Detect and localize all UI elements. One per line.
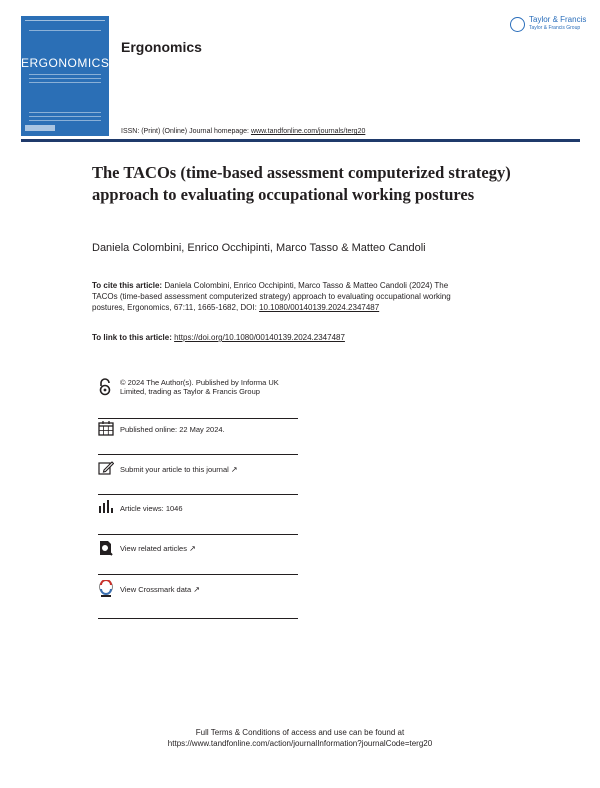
bar-chart-icon	[98, 500, 120, 514]
related-search-icon	[98, 540, 120, 556]
publisher-logo-text: Taylor & Francis	[529, 15, 587, 24]
related-articles-link[interactable]	[98, 540, 298, 575]
open-access-icon	[98, 378, 120, 396]
article-views-text: Article views: 1046	[120, 504, 183, 513]
article-link-block	[92, 333, 345, 342]
submit-article-link[interactable]	[98, 460, 298, 495]
submit-article-label[interactable]: Submit your article to this journal	[120, 465, 229, 474]
license-info	[98, 378, 298, 419]
external-link-icon: ↗	[193, 585, 200, 594]
crossmark-link[interactable]	[98, 580, 298, 619]
published-date-text: Published online: 22 May 2024.	[120, 425, 225, 434]
header-divider	[21, 139, 580, 142]
citation-block	[92, 280, 472, 313]
article-link-label: To link to this article:	[92, 333, 175, 342]
journal-cover-image	[21, 16, 109, 136]
article-title: The TACOs (time-based assessment computerized strategy) approach to evaluating occupational working postures	[92, 163, 511, 204]
calendar-icon	[98, 420, 120, 436]
publisher-logo-subtext: Taylor & Francis Group	[529, 25, 581, 31]
cover-title: ERGONOMICS	[21, 56, 109, 70]
issn-text: ISSN: (Print) (Online) Journal homepage:	[121, 128, 251, 135]
related-articles-label[interactable]: View related articles	[120, 544, 187, 553]
license-text: © 2024 The Author(s). Published by Informa UK Limited, trading as Taylor & Francis Group	[120, 378, 279, 396]
publisher-logo	[510, 16, 586, 32]
footer-terms-link[interactable]: https://www.tandfonline.com/action/journalInformation?journalCode=terg20	[167, 739, 433, 748]
article-views-info	[98, 500, 298, 535]
journal-homepage-link[interactable]: www.tandfonline.com/journals/terg20	[250, 128, 366, 135]
citation-label: To cite this article:	[92, 281, 163, 290]
article-doi-link[interactable]: https://doi.org/10.1080/00140139.2024.2347487	[174, 333, 345, 342]
footer	[0, 727, 600, 749]
external-link-icon: ↗	[189, 544, 196, 553]
publisher-logo-icon	[510, 17, 525, 32]
citation-doi-link[interactable]: 10.1080/00140139.2024.2347487	[259, 303, 380, 312]
crossmark-icon	[98, 580, 120, 598]
published-date-info	[98, 420, 298, 455]
external-link-icon: ↗	[230, 465, 238, 474]
issn-line	[121, 128, 365, 135]
crossmark-label[interactable]: View Crossmark data	[120, 585, 192, 594]
journal-name[interactable]: Ergonomics	[121, 39, 202, 55]
citation-text: Daniela Colombini, Enrico Occhipinti, Marco Tasso & Matteo Candoli (2024) The TACOs (time-based assessment computerized strategy) approach to evaluating occupational working postures, Ergonomics, 67:11, 1665-1682, DOI:	[92, 281, 451, 312]
article-authors: Daniela Colombini, Enrico Occhipinti, Marco Tasso & Matteo Candoli	[92, 242, 426, 254]
footer-terms-text: Full Terms & Conditions of access and use can be found at	[195, 728, 405, 737]
edit-icon	[98, 460, 120, 476]
